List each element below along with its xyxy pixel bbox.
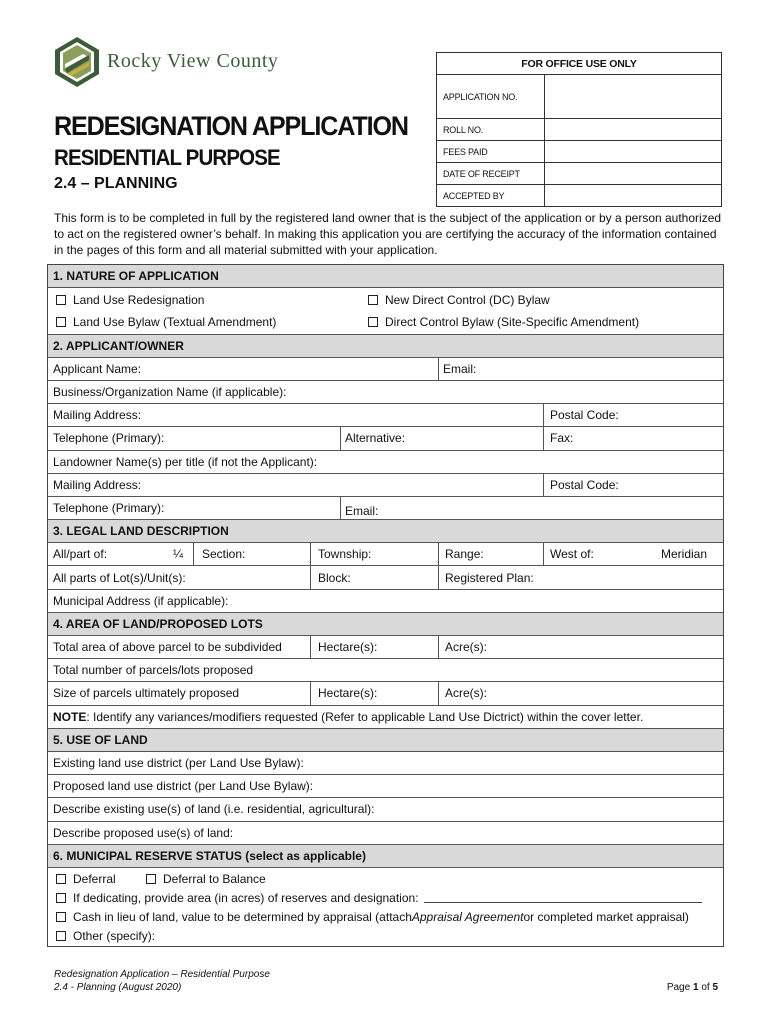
page-current: 1 bbox=[692, 982, 699, 993]
mailing-row[interactable] bbox=[48, 404, 723, 427]
municipal-label: Municipal Address (if applicable): bbox=[53, 593, 229, 608]
existing-use-row[interactable] bbox=[48, 798, 723, 821]
municipal-row[interactable] bbox=[48, 590, 723, 613]
area-row-3[interactable] bbox=[48, 682, 723, 705]
area-row-2[interactable] bbox=[48, 659, 723, 682]
county-logo bbox=[53, 36, 303, 90]
option-label: Cash in lieu of land, value to be determined by appraisal (attach bbox=[73, 910, 412, 925]
option-new-dc-bylaw[interactable] bbox=[363, 288, 550, 311]
existing-use-label: Describe existing use(s) of land (i.e. residential, agricultural): bbox=[53, 802, 375, 817]
option-label: Other (specify): bbox=[73, 929, 156, 944]
page-title: REDESIGNATION APPLICATION bbox=[54, 111, 408, 141]
page-subtitle: RESIDENTIAL PURPOSE bbox=[54, 145, 280, 170]
checkbox[interactable] bbox=[368, 317, 378, 327]
section-heading: 1. NATURE OF APPLICATION bbox=[53, 269, 219, 284]
mailing-label: Mailing Address: bbox=[53, 408, 142, 423]
office-field-value[interactable] bbox=[545, 75, 722, 119]
block-label: Block: bbox=[318, 570, 351, 585]
hectares-label: Hectare(s): bbox=[318, 640, 378, 655]
section-label: Section: bbox=[202, 547, 246, 562]
section-title: 2.4 – PLANNING bbox=[54, 175, 178, 192]
reserve-options bbox=[48, 868, 723, 946]
fax-label: Fax: bbox=[550, 431, 574, 446]
alternative-label: Alternative: bbox=[345, 431, 406, 446]
office-field-value[interactable] bbox=[545, 119, 722, 141]
postal2-label: Postal Code: bbox=[550, 477, 619, 492]
page-word: Page bbox=[666, 982, 691, 993]
existing-district-row[interactable] bbox=[48, 752, 723, 775]
office-field-label: ACCEPTED BY bbox=[437, 185, 545, 207]
proposed-district-label: Proposed land use district (per Land Use Bylaw): bbox=[53, 779, 314, 794]
section-4-header bbox=[48, 613, 723, 636]
option-dedicating[interactable] bbox=[51, 889, 702, 908]
section-1-header bbox=[48, 265, 723, 288]
proposed-district-row[interactable] bbox=[48, 775, 723, 798]
option-site-specific-amendment[interactable] bbox=[363, 311, 639, 333]
nature-row-1 bbox=[48, 288, 723, 311]
section-2-header bbox=[48, 335, 723, 358]
size-label: Size of parcels ultimately proposed bbox=[53, 686, 240, 701]
office-field-value[interactable] bbox=[545, 141, 722, 163]
landowner-label: Landowner Name(s) per title (if not the Applicant): bbox=[53, 454, 318, 469]
west-of-label: West of: bbox=[550, 547, 594, 562]
footer-line-1: Redesignation Application – Residential Purpose bbox=[54, 969, 270, 980]
checkbox[interactable] bbox=[56, 295, 66, 305]
legal-row-1[interactable] bbox=[48, 543, 723, 566]
application-form bbox=[47, 264, 724, 947]
checkbox[interactable] bbox=[56, 317, 66, 327]
township-label: Township: bbox=[318, 547, 372, 562]
office-field-value[interactable] bbox=[545, 185, 722, 207]
option-label-suffix: or completed market appraisal) bbox=[523, 910, 689, 925]
option-label: If dedicating, provide area (in acres) of reserves and designation: bbox=[73, 891, 419, 906]
checkbox[interactable] bbox=[146, 874, 156, 884]
option-label: Deferral to Balance bbox=[163, 872, 266, 887]
option-label: Land Use Redesignation bbox=[73, 292, 205, 307]
option-label: Deferral bbox=[73, 872, 116, 887]
option-textual-amendment[interactable] bbox=[51, 311, 276, 333]
option-label: Direct Control Bylaw (Site-Specific Amendment) bbox=[385, 315, 640, 330]
dedicating-blank-line[interactable] bbox=[424, 893, 702, 903]
all-part-label: All/part of: bbox=[53, 547, 108, 562]
office-field-label: DATE OF RECEIPT bbox=[437, 163, 545, 185]
meridian-label: Meridian bbox=[661, 547, 708, 562]
section-heading: 4. AREA OF LAND/PROPOSED LOTS bbox=[53, 616, 263, 631]
org-name: Rocky View County bbox=[107, 50, 279, 72]
telephone2-row[interactable] bbox=[48, 497, 723, 520]
hectares2-label: Hectare(s): bbox=[318, 686, 378, 701]
note-body: : Identify any variances/modifiers requested (Refer to applicable Land Use Dictrict) within the cover letter. bbox=[86, 709, 644, 724]
note-label: NOTE bbox=[53, 709, 87, 724]
section-heading: 3. LEGAL LAND DESCRIPTION bbox=[53, 524, 229, 539]
option-label: New Direct Control (DC) Bylaw bbox=[385, 292, 550, 307]
footer-doc-info bbox=[54, 968, 270, 994]
lots-label: All parts of Lot(s)/Unit(s): bbox=[53, 570, 186, 585]
option-other[interactable] bbox=[51, 927, 155, 946]
range-label: Range: bbox=[445, 547, 484, 562]
checkbox[interactable] bbox=[56, 912, 66, 922]
telephone-label: Telephone (Primary): bbox=[53, 431, 165, 446]
footer-line-2: 2.4 - Planning (August 2020) bbox=[54, 982, 182, 993]
acres2-label: Acre(s): bbox=[445, 686, 487, 701]
of-word: of bbox=[701, 982, 710, 993]
telephone-row[interactable] bbox=[48, 427, 723, 450]
total-lots-label: Total number of parcels/lots proposed bbox=[53, 663, 254, 678]
office-field-label: APPLICATION NO. bbox=[437, 75, 545, 119]
email2-label: Email: bbox=[345, 503, 379, 518]
note-row bbox=[48, 706, 723, 729]
intro-text: This form is to be completed in full by the registered land owner that is the subject of the application or by a person authorized to act on the registered owner’s behalf. In making this application you are certifying the accuracy of the information contained in the pages of this form and all material submitted with your application. bbox=[54, 211, 722, 257]
page-total: 5 bbox=[712, 982, 718, 993]
option-label: Land Use Bylaw (Textual Amendment) bbox=[73, 315, 277, 330]
section-3-header bbox=[48, 520, 723, 543]
checkbox[interactable] bbox=[56, 874, 66, 884]
section-heading: 2. APPLICANT/OWNER bbox=[53, 338, 184, 353]
postal-label: Postal Code: bbox=[550, 408, 619, 423]
office-use-table bbox=[436, 52, 722, 207]
checkbox[interactable] bbox=[56, 893, 66, 903]
acres-label: Acre(s): bbox=[445, 640, 487, 655]
business-row[interactable] bbox=[48, 381, 723, 404]
office-use-heading: FOR OFFICE USE ONLY bbox=[437, 53, 722, 75]
applicant-name-row[interactable] bbox=[48, 358, 723, 381]
applicant-name-label: Applicant Name: bbox=[53, 361, 142, 376]
option-deferral-balance[interactable] bbox=[141, 870, 266, 889]
legal-row-2[interactable] bbox=[48, 566, 723, 589]
area-row-1[interactable] bbox=[48, 636, 723, 659]
office-field-label: FEES PAID bbox=[437, 141, 545, 163]
option-cash-in-lieu[interactable] bbox=[51, 908, 689, 927]
appraisal-agreement-text: Appraisal Agreement bbox=[411, 910, 524, 925]
checkbox[interactable] bbox=[56, 931, 66, 941]
page-number bbox=[667, 982, 718, 993]
business-label: Business/Organization Name (if applicable): bbox=[53, 385, 287, 400]
plan-label: Registered Plan: bbox=[445, 570, 534, 585]
note-text bbox=[48, 706, 643, 728]
office-field-value[interactable] bbox=[545, 163, 722, 185]
section-heading: 5. USE OF LAND bbox=[53, 732, 148, 747]
option-land-use-redesignation[interactable] bbox=[51, 288, 204, 311]
existing-district-label: Existing land use district (per Land Use Bylaw): bbox=[53, 756, 304, 771]
county-emblem-icon bbox=[53, 36, 101, 88]
nature-row-2 bbox=[48, 311, 723, 334]
quarter-label: ¼ bbox=[173, 547, 184, 562]
email-label: Email: bbox=[443, 361, 477, 376]
office-field-label: ROLL NO. bbox=[437, 119, 545, 141]
mailing2-row[interactable] bbox=[48, 474, 723, 497]
option-deferral[interactable] bbox=[51, 870, 116, 889]
landowner-row[interactable] bbox=[48, 451, 723, 474]
total-area-label: Total area of above parcel to be subdivided bbox=[53, 640, 282, 655]
mailing2-label: Mailing Address: bbox=[53, 477, 142, 492]
telephone2-label: Telephone (Primary): bbox=[53, 500, 165, 515]
section-6-header bbox=[48, 845, 723, 868]
proposed-use-row[interactable] bbox=[48, 822, 723, 845]
section-5-header bbox=[48, 729, 723, 752]
proposed-use-label: Describe proposed use(s) of land: bbox=[53, 825, 234, 840]
checkbox[interactable] bbox=[368, 295, 378, 305]
section-heading: 6. MUNICIPAL RESERVE STATUS (select as applicable) bbox=[53, 848, 366, 863]
